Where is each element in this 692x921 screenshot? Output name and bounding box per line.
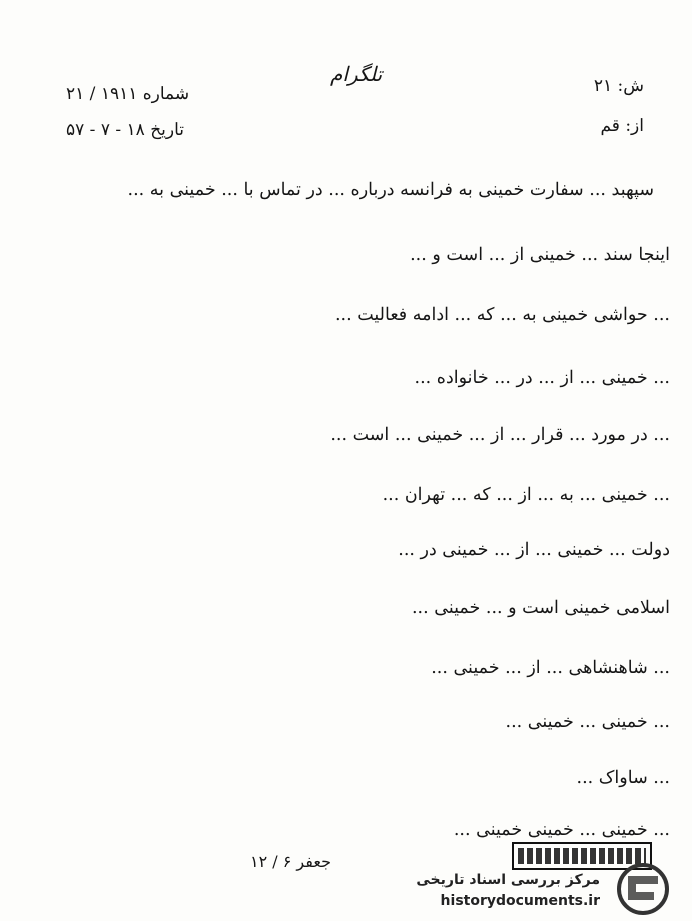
watermark-logo-icon: [608, 862, 678, 916]
body-line: ... در مورد ... قرار ... از ... خمینی ... است ...: [330, 425, 670, 445]
body-line: اسلامی خمینی است و ... خمینی ...: [411, 598, 670, 618]
origin-city: از: قم: [600, 116, 644, 136]
body-line: ... شاهنشاهی ... از ... خمینی ...: [431, 658, 670, 678]
document-number: شماره ۱۹۱۱ / ۲۱: [66, 84, 190, 104]
signature: جعفر ۶ / ۱۲: [250, 852, 331, 871]
body-line: ... خمینی ... به ... از ... که ... تهران ...: [382, 485, 670, 505]
watermark-url: historydocuments.ir: [440, 893, 600, 909]
document-date: تاریخ ۱۸ - ۷ - ۵۷: [66, 120, 185, 140]
body-line: ... حواشی خمینی به ... که ... ادامه فعالیت ...: [334, 305, 670, 325]
body-line: اینجا سند ... خمینی از ... است و ...: [410, 245, 670, 265]
body-line: سپهبد ... سفارت خمینی به فرانسه درباره ... در تماس با ... خمینی به ...: [127, 180, 654, 200]
body-line: ... خمینی ... از ... در ... خانواده ...: [414, 368, 670, 388]
body-line: ... خمینی ... خمینی ...: [505, 712, 670, 732]
body-line: دولت ... خمینی ... از ... خمینی در ...: [398, 540, 670, 560]
document-title: تلگرام: [330, 62, 383, 86]
reference-number: ش: ۲۱: [593, 76, 644, 96]
body-line: ... ساواک ...: [576, 768, 670, 788]
watermark-title: مرکز بررسی اسناد تاریخی: [416, 872, 600, 888]
body-line: ... خمینی ... خمینی خمینی ...: [453, 820, 670, 840]
